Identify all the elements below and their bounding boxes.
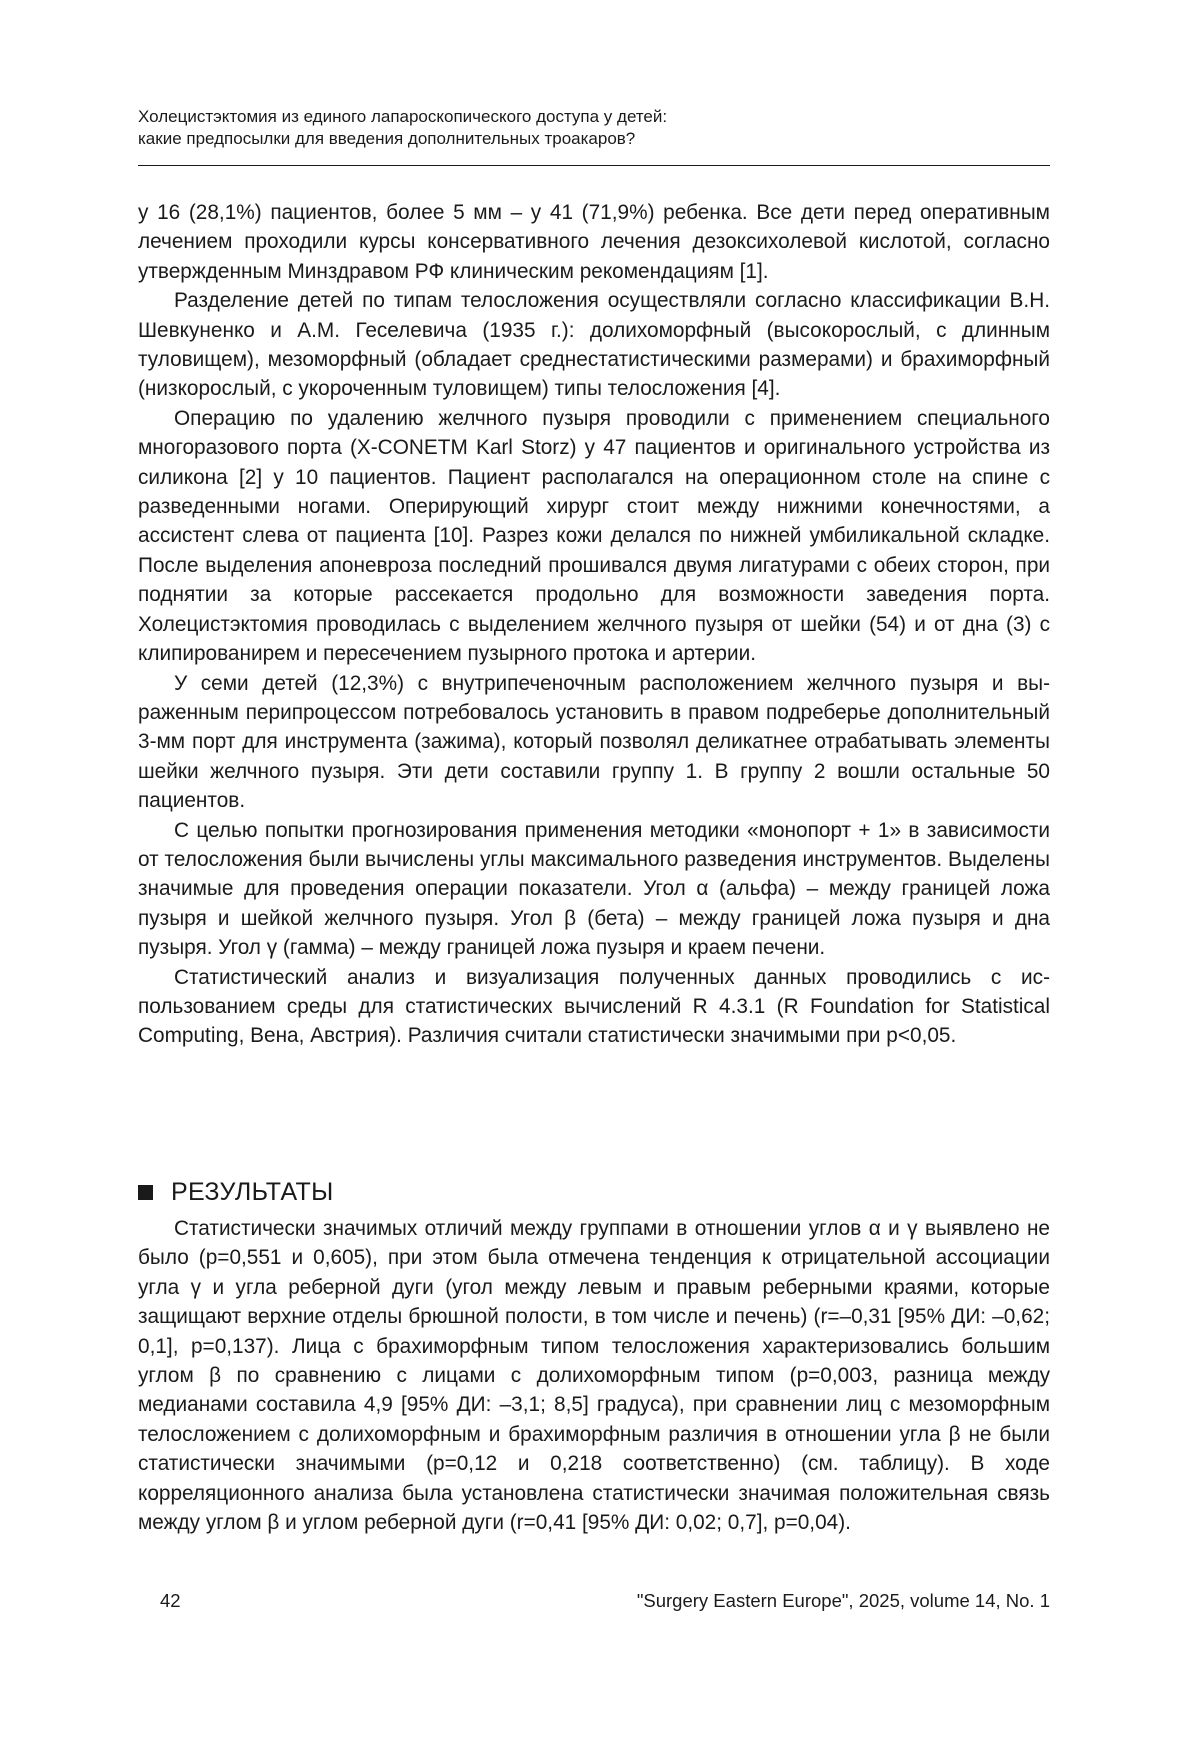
journal-citation: "Surgery Eastern Europe", 2025, volume 14, No. 1	[636, 1590, 1050, 1611]
paragraph-2: Разделение детей по типам телосложения осуществляли согласно классификации В.Н. Шевкуненко и А.М. Геселевича (1935 г.): долихоморфный (высокорослый, с длинным туловищем), мезоморфный (обладает среднестатистическими размерами) и брахиморфный (низкорослый, с укороченным туловищем) типы телосложения [4].	[138, 289, 1050, 401]
paragraph-3: Операцию по удалению желчного пузыря проводили с применением специального многоразового порта (X-CONETM Karl Storz) у 47 пациентов и оригинального устройства из силикона [2] у 10 пациентов. Пациент располагался на операционном столе на спине с разведенными ногами. Оперирующий хирург стоит между нижними конечностями, а ассистент слева от пациента [10]. Разрез кожи делался по нижней умбиликальной складке. После выделения апоневроза последний прошивался двумя лигатурами с обеих сторон, при поднятии за которые рассекается продольно для возможности заведения порта. Холецистэктомия проводилась с выделением желчного пузыря от шейки (54) и от дна (3) с клипированирем и пересечением пузырного протока и артерии.	[138, 406, 1050, 666]
results-heading	[138, 1177, 334, 1207]
paragraph-5: С целью попытки прогнозирования применения методики «монопорт + 1» в зависимости от телосложения были вычислены углы максимального разведения инструментов. Выделены значимые для проведения операции показатели. Угол α (альфа) – между границей ложа пузыря и шейкой желчного пузыря. Угол β (бета) – между границей ложа пузыря и дна пузыря. Угол γ (гамма) – между границей ложа пузыря и краем печени.	[138, 818, 1050, 960]
results-body	[138, 1214, 1050, 1537]
paragraph-4: У семи детей (12,3%) с внутрипеченочным расположением желчного пузыря и выраженным перипроцессом потребовалось установить в правом подреберье дополнительный 3-мм порт для инструмента (зажима), который позволял деликатнее отрабатывать элементы шейки желчного пузыря. Эти дети составили группу 1. В группу 2 вошли остальные 50 пациентов.	[138, 671, 1050, 813]
paragraph-1: у 16 (28,1%) пациентов, более 5 мм – у 41 (71,9%) ребенка. Все дети перед оперативным лечением проходили курсы консервативного лечения дезоксихолевой кислотой, согласно утвержденным Минздравом РФ клиническим рекомендациям [1].	[138, 201, 1050, 283]
running-header-line-1: Холецистэктомия из единого лапароскопического доступа у детей:	[138, 107, 668, 126]
results-heading-text: РЕЗУЛЬТАТЫ	[171, 1178, 334, 1206]
running-header	[138, 106, 1050, 150]
running-header-line-2: какие предпосылки для введения дополнительных троакаров?	[138, 129, 636, 148]
page-number: 42	[160, 1590, 181, 1611]
header-divider	[138, 165, 1050, 166]
results-paragraph: Статистически значимых отличий между группами в отношении углов α и γ выявлено не было (p=0,551 и 0,605), при этом была отмечена тенденция к отрицательной ассоциации угла γ и угла реберной дуги (угол между левым и правым реберными краями, которые защищают верхние отделы брюшной полости, в том числе и печень) (r=–0,31 [95% ДИ: –0,62; 0,1], p=0,137). Лица с брахиморфным типом телосложения характеризовались большим углом β по сравнению с лицами с долихоморфным типом (p=0,003, разница между медианами составила 4,9 [95% ДИ: –3,1; 8,5] градуса), при сравнении лиц с мезоморфным телосложением с долихоморфным и брахиморфным различия в отношении угла β не были статистически значимыми (p=0,12 и 0,218 соответственно) (см. таблицу). В ходе корреляционного анализа была установлена статистически значимая положительная связь между углом β и углом реберной дуги (r=0,41 [95% ДИ: 0,02; 0,7], p=0,04).	[138, 1217, 1050, 1535]
methods-body	[138, 198, 1050, 1051]
square-bullet-icon	[138, 1185, 153, 1200]
paragraph-6: Статистический анализ и визуализация полученных данных проводились с использованием среды для статистических вычислений R 4.3.1 (R Foundation for Statistical Computing, Вена, Австрия). Различия считали статистически значимыми при p<0,05.	[138, 965, 1050, 1048]
